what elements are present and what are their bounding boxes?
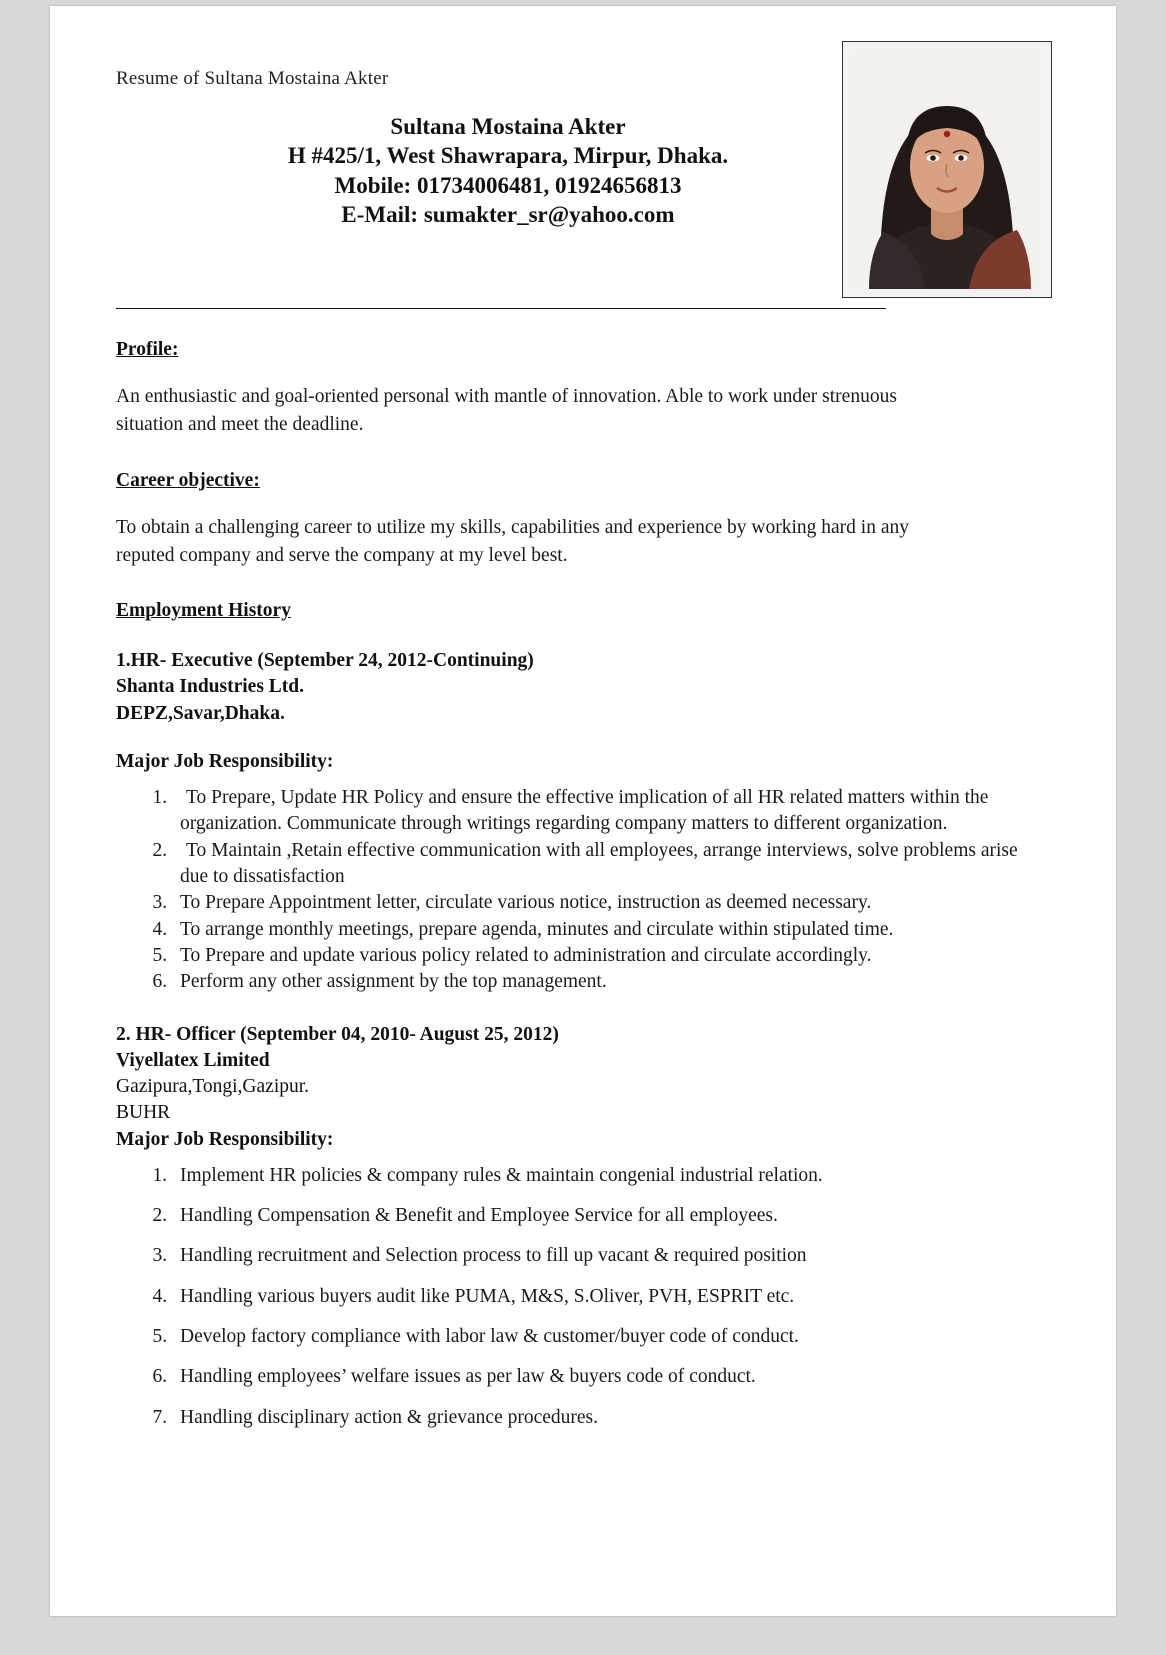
list-item: 3. To Prepare Appointment letter, circulate various notice, instruction as deemed necessary. (172, 890, 1050, 916)
candidate-name: Sultana Mostaina Akter (390, 114, 626, 139)
profile-text: An enthusiastic and goal-oriented personal with mantle of innovation. Able to work under strenuous situation and meet the deadline. (116, 386, 897, 436)
portrait-photo-icon (851, 50, 1043, 289)
list-item: 7. Handling disciplinary action & grievance procedures. (172, 1405, 1050, 1431)
portrait-photo (851, 50, 1043, 289)
candidate-address: H #425/1, West Shawrapara, Mirpur, Dhaka. (287, 143, 729, 169)
page-content (50, 6, 1116, 1431)
job-title-2: 2. HR- Officer (September 04, 2010- August 25, 2012) (116, 1023, 559, 1045)
job-location-1: DEPZ,Savar,Dhaka. (116, 702, 285, 724)
list-item: 5. Develop factory compliance with labor law & customer/buyer code of conduct. (172, 1324, 1050, 1350)
resume-header (116, 46, 1050, 296)
header-divider (116, 308, 886, 309)
resume-page (50, 6, 1116, 1616)
candidate-email: E-Mail: sumakter_sr@yahoo.com (341, 202, 675, 228)
job-title-1: 1.HR- Executive (September 24, 2012-Continuing) (116, 650, 534, 672)
duty-list-2 (116, 1163, 1050, 1431)
section-heading-profile: Profile: (116, 339, 179, 360)
list-item: 3. Handling recruitment and Selection process to fill up vacant & required position (172, 1243, 1050, 1269)
candidate-mobile: Mobile: 01734006481, 01924656813 (334, 172, 682, 198)
job-company-1: Shanta Industries Ltd. (116, 676, 305, 698)
list-item: 1. Implement HR policies & company rules & maintain congenial industrial relation. (172, 1163, 1050, 1189)
list-item: 6. Handling employees’ welfare issues as per law & buyers code of conduct. (172, 1364, 1050, 1390)
responsibility-heading-2: Major Job Responsibility: (116, 1128, 334, 1150)
section-heading-employment-history: Employment History (116, 600, 291, 622)
list-item: 6. Perform any other assignment by the top management. (172, 969, 1050, 995)
list-item: 4. To arrange monthly meetings, prepare agenda, minutes and circulate within stipulated time. (172, 917, 1050, 943)
job-extra-2: BUHR (116, 1102, 171, 1124)
duty-list-1 (116, 785, 1050, 996)
responsibility-heading-1: Major Job Responsibility: (116, 751, 334, 772)
list-item: 4. Handling various buyers audit like PUMA, M&S, S.Oliver, PVH, ESPRIT etc. (172, 1284, 1050, 1310)
job-company-2: Viyellatex Limited (116, 1049, 270, 1071)
section-heading-career-objective: Career objective: (116, 469, 260, 491)
job-location-2: Gazipura,Tongi,Gazipur. (116, 1076, 310, 1098)
list-item: 2. Handling Compensation & Benefit and Employee Service for all employees. (172, 1203, 1050, 1229)
list-item: 1. To Prepare, Update HR Policy and ensure the effective implication of all HR related matters within the organization. Communicate through writings regarding company matters to different organization. (172, 785, 1050, 838)
career-objective-text: To obtain a challenging career to utilize my skills, capabilities and experience by working hard in any reputed company and serve the company at my level best. (116, 516, 909, 566)
list-item: 2. To Maintain ,Retain effective communication with all employees, arrange interviews, solve problems arise due to dissatisfaction (172, 838, 1050, 891)
list-item: 5. To Prepare and update various policy related to administration and circulate accordingly. (172, 943, 1050, 969)
resume-of-label: Resume of Sultana Mostaina Akter (116, 68, 389, 89)
portrait-photo-frame (842, 41, 1052, 298)
